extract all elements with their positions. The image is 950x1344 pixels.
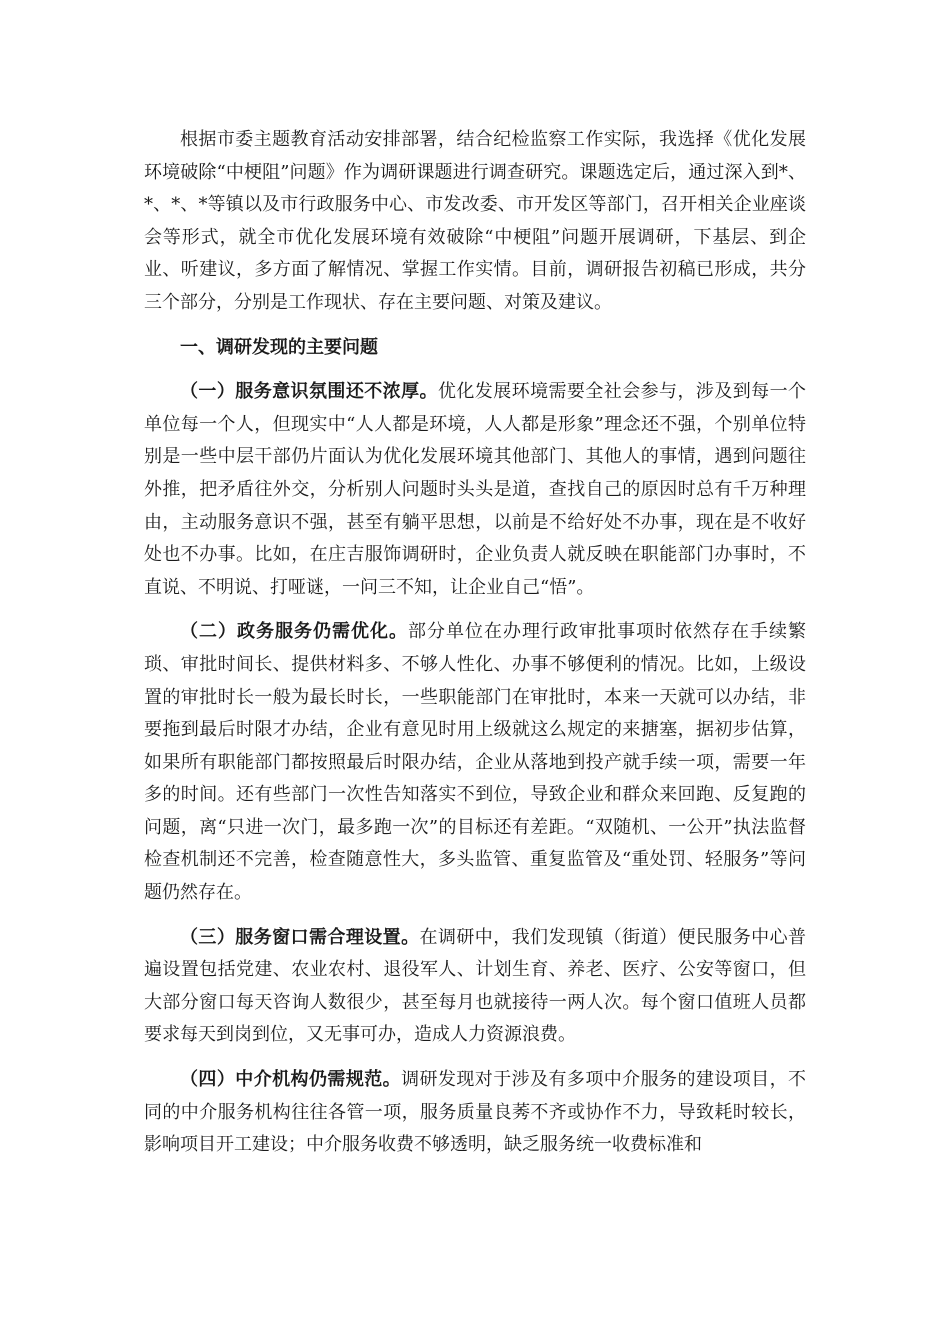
issue-lead-3: （三）服务窗口需合理设置。 xyxy=(180,926,420,948)
intro-paragraph: 根据市委主题教育活动安排部署，结合纪检监察工作实际，我选择《优化发展环境破除“中梗阻”问题》作为调研课题进行调查研究。课题选定后，通过深入到*、*、*、*等镇以及市行政服务中心、市发改委、市开发区等部门，召开相关企业座谈会等形式，就全市优化发展环境有效破除“中梗阻”问题开展调研，下基层、到企业、听建议，多方面了解情况、掌握工作实情。目前，调研报告初稿已形成，共分三个部分，分别是工作现状、存在主要问题、对策及建议。 xyxy=(144,129,806,313)
section-heading: 一、调研发现的主要问题 xyxy=(180,336,378,358)
issue-paragraph-1 xyxy=(144,376,806,604)
issue-paragraph-3 xyxy=(144,922,806,1052)
document-body xyxy=(144,124,806,1174)
issue-lead-2: （二）政务服务仍需优化。 xyxy=(180,621,408,643)
issue-paragraph-4 xyxy=(144,1064,806,1162)
issue-lead-4: （四）中介机构仍需规范。 xyxy=(180,1069,402,1091)
issue-body-3: 在调研中，我们发现镇（街道）便民服务中心普遍设置包括党建、农业农村、退役军人、计划生育、养老、医疗、公安等窗口，但大部分窗口每天咨询人数很少，甚至每月也就接待一两人次。每个窗口值班人员都要求每天到岗到位，又无事可办，造成人力资源浪费。 xyxy=(144,926,806,1046)
issue-body-2: 部分单位在办理行政审批事项时依然存在手续繁琐、审批时间长、提供材料多、不够人性化、办事不够便利的情况。比如，上级设置的审批时长一般为最长时长，一些职能部门在审批时，本来一天就可以办结，非要拖到最后时限才办结，企业有意见时用上级就这么规定的来搪塞，据初步估算，如果所有职能部门都按照最后时限办结，企业从落地到投产就手续一项，需要一年多的时间。还有些部门一次性告知落实不到位，导致企业和群众来回跑、反复跑的问题，离“只进一次门，最多跑一次”的目标还有差距。“双随机、一公开”执法监督检查机制还不完善，检查随意性大，多头监管、重复监管及“重处罚、轻服务”等问题仍然存在。 xyxy=(144,621,806,904)
issue-paragraph-2 xyxy=(144,616,806,909)
issue-body-4: 调研发现对于涉及有多项中介服务的建设项目，不同的中介服务机构往往各管一项，服务质量良莠不齐或协作不力，导致耗时较长，影响项目开工建设；中介服务收费不够透明，缺乏服务统一收费标准和 xyxy=(144,1069,807,1156)
issue-body-1: 优化发展环境需要全社会参与，涉及到每一个单位每一个人，但现实中“人人都是环境，人人都是形象”理念还不强，个别单位特别是一些中层干部仍片面认为优化发展环境其他部门、其他人的事情，遇到问题往外推，把矛盾往外交，分析别人问题时头头是道，查找自己的原因时总有千万种理由，主动服务意识不强，甚至有躺平思想，以前是不给好处不办事，现在是不收好处也不办事。比如，在庄吉服饰调研时，企业负责人就反映在职能部门办事时，不直说、不明说、打哑谜，一问三不知，让企业自己“悟”。 xyxy=(144,381,807,598)
issue-lead-1: （一）服务意识氛围还不浓厚。 xyxy=(180,381,438,403)
